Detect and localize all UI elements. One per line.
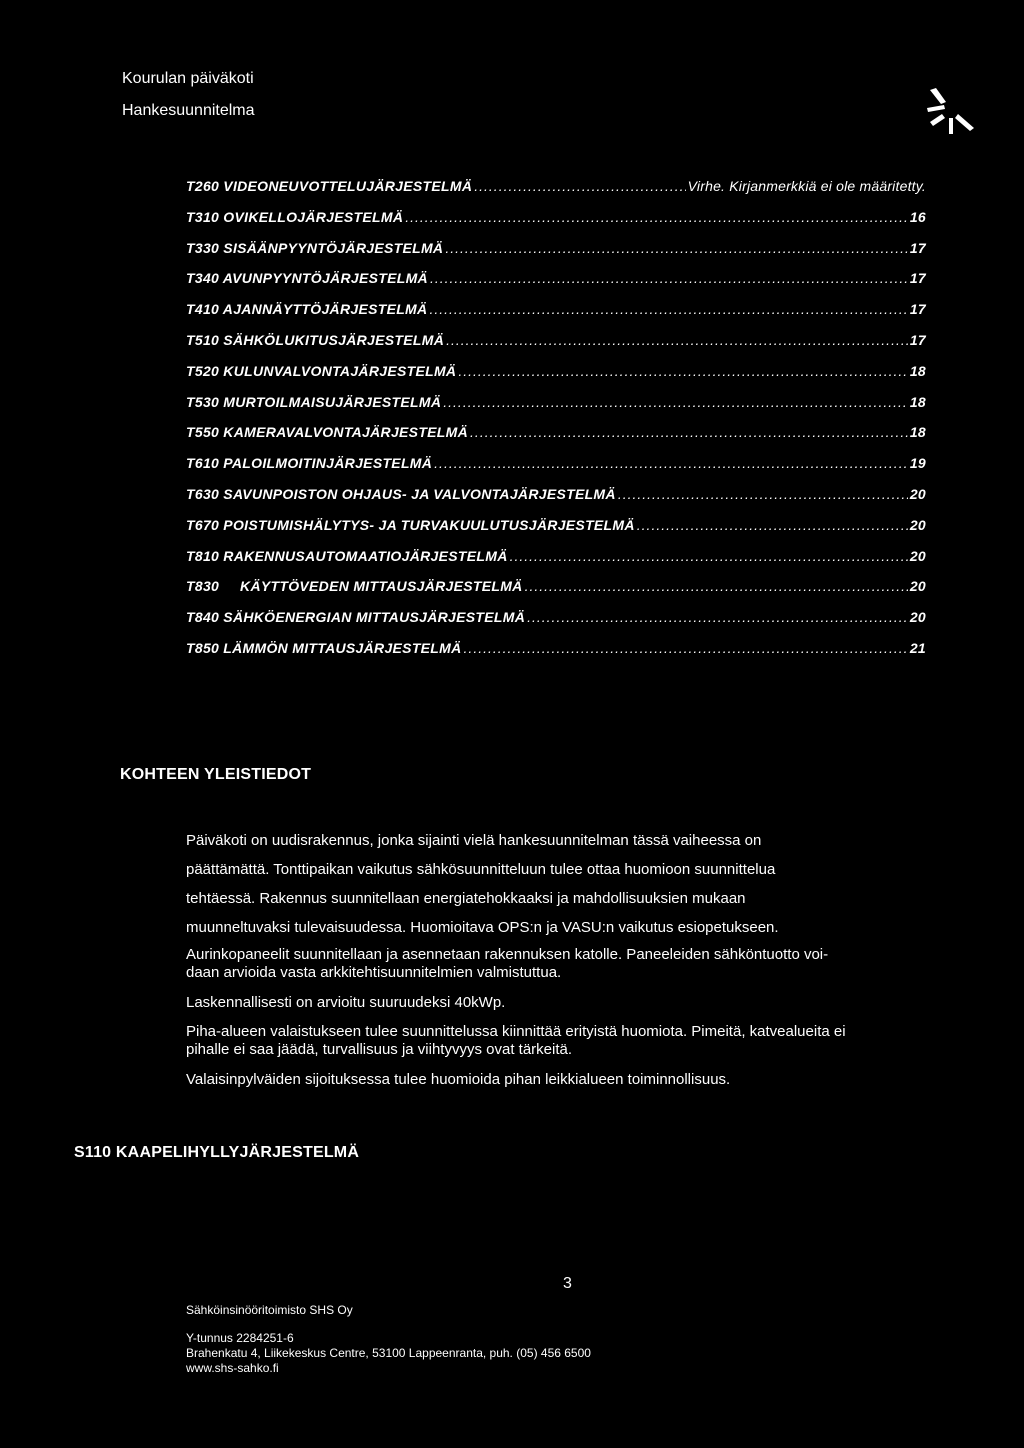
- table-of-contents: [186, 178, 926, 671]
- toc-leader-dots: [474, 178, 685, 194]
- toc-entry[interactable]: [186, 363, 926, 394]
- toc-entry[interactable]: [186, 209, 926, 240]
- toc-leader-dots: [446, 332, 908, 348]
- paragraph-line: tehtäessä. Rakennus suunnitellaan energiatehokkaaksi ja mahdollisuuksien mukaan: [186, 890, 746, 907]
- toc-entry-title: T310 OVIKELLOJÄRJESTELMÄ: [186, 208, 404, 225]
- toc-leader-dots: [525, 578, 908, 594]
- header-project-name: Kourulan päiväkoti: [122, 70, 254, 87]
- toc-entry[interactable]: [186, 548, 926, 579]
- section-body-general-info: [186, 826, 946, 1089]
- toc-entry-page: 20: [909, 547, 926, 564]
- toc-entry-title: T630 SAVUNPOISTON OHJAUS- JA VALVONTAJÄRJESTELMÄ: [186, 485, 616, 502]
- toc-entry-page: 17: [909, 239, 926, 256]
- footer-address: Brahenkatu 4, Liikekeskus Centre, 53100 Lappeenranta, puh. (05) 456 6500: [186, 1346, 591, 1360]
- section-heading-general-info: KOHTEEN YLEISTIEDOT: [120, 766, 312, 783]
- footer-business-id: Y-tunnus 2284251-6: [186, 1331, 294, 1345]
- toc-entry[interactable]: [186, 332, 926, 363]
- toc-entry[interactable]: [186, 270, 926, 301]
- toc-entry-page: Virhe. Kirjanmerkkiä ei ole määritetty.: [687, 178, 926, 194]
- toc-entry-page: 16: [909, 208, 926, 225]
- toc-entry[interactable]: [186, 424, 926, 455]
- toc-entry[interactable]: [186, 578, 926, 609]
- paragraph: Piha-alueen valaistukseen tulee suunnittelussa kiinnittää erityistä huomiota. Pimeitä, katvealueita ei pihalle ei saa jäädä, turvallisuus ja viihtyvyys ovat tärkeitä.: [186, 1023, 846, 1058]
- page-number: 3: [563, 1275, 572, 1292]
- paragraph: Valaisinpylväiden sijoituksessa tulee huomioida pihan leikkialueen toiminnollisuus.: [186, 1071, 731, 1088]
- toc-entry-title: T410 AJANNÄYTTÖJÄRJESTELMÄ: [186, 301, 428, 318]
- toc-leader-dots: [618, 486, 908, 502]
- paragraph-line: muunneltuvaksi tulevaisuudessa. Huomioitava OPS:n ja VASU:n vaikutus esiopetukseen.: [186, 919, 779, 936]
- toc-leader-dots: [430, 270, 908, 286]
- toc-entry-title: T830 KÄYTTÖVEDEN MITTAUSJÄRJESTELMÄ: [186, 578, 523, 595]
- toc-entry-title: T530 MURTOILMAISUJÄRJESTELMÄ: [186, 393, 442, 410]
- toc-leader-dots: [464, 640, 908, 656]
- toc-leader-dots: [470, 424, 908, 440]
- toc-entry[interactable]: [186, 486, 926, 517]
- toc-entry-page: 17: [909, 270, 926, 287]
- toc-entry[interactable]: [186, 240, 926, 271]
- toc-entry[interactable]: [186, 301, 926, 332]
- toc-leader-dots: [458, 363, 907, 379]
- toc-entry-title: T340 AVUNPYYNTÖJÄRJESTELMÄ: [186, 270, 428, 287]
- toc-entry-title: T260 VIDEONEUVOTTELUJÄRJESTELMÄ: [186, 178, 473, 194]
- toc-entry-page: 18: [909, 424, 926, 441]
- toc-entry-title: T330 SISÄÄNPYYNTÖJÄRJESTELMÄ: [186, 239, 444, 256]
- shs-burst-logo-icon: [922, 84, 984, 136]
- paragraph-line: päättämättä. Tonttipaikan vaikutus sähkösuunnitteluun tulee ottaa huomioon suunnittelua: [186, 861, 776, 878]
- paragraph-line: Päiväkoti on uudisrakennus, jonka sijainti vielä hankesuunnitelman tässä vaiheessa on: [186, 832, 762, 849]
- toc-entry-page: 20: [909, 485, 926, 502]
- toc-entry-title: T520 KULUNVALVONTAJÄRJESTELMÄ: [186, 362, 457, 379]
- toc-entry-title: T850 LÄMMÖN MITTAUSJÄRJESTELMÄ: [186, 639, 462, 656]
- toc-entry-page: 17: [909, 331, 926, 348]
- toc-entry[interactable]: [186, 455, 926, 486]
- toc-entry-page: 18: [909, 393, 926, 410]
- toc-entry[interactable]: [186, 517, 926, 548]
- toc-leader-dots: [510, 548, 908, 564]
- paragraph: Laskennallisesti on arvioitu suuruudeksi 40kWp.: [186, 994, 506, 1011]
- toc-leader-dots: [429, 301, 907, 317]
- toc-entry-title: T510 SÄHKÖLUKITUSJÄRJESTELMÄ: [186, 331, 445, 348]
- toc-entry-title: T550 KAMERAVALVONTAJÄRJESTELMÄ: [186, 424, 469, 441]
- toc-leader-dots: [405, 209, 908, 225]
- toc-entry-title: T810 RAKENNUSAUTOMAATIOJÄRJESTELMÄ: [186, 547, 508, 564]
- footer-company-name: Sähköinsinööritoimisto SHS Oy: [186, 1303, 353, 1317]
- toc-entry-page: 21: [909, 639, 926, 656]
- footer-website-link[interactable]: www.shs-sahko.fi: [186, 1361, 279, 1375]
- toc-leader-dots: [445, 240, 907, 256]
- footer-contact-block: [186, 1331, 591, 1376]
- toc-entry-title: T840 SÄHKÖENERGIAN MITTAUSJÄRJESTELMÄ: [186, 609, 526, 626]
- toc-entry-page: 18: [909, 362, 926, 379]
- header-document-title: Hankesuunnitelma: [122, 102, 255, 119]
- toc-entry[interactable]: [186, 178, 926, 209]
- toc-entry-page: 20: [909, 516, 926, 533]
- toc-entry[interactable]: [186, 609, 926, 640]
- toc-entry-page: 20: [909, 609, 926, 626]
- toc-entry-title: T610 PALOILMOITINJÄRJESTELMÄ: [186, 455, 433, 472]
- toc-entry[interactable]: [186, 640, 926, 671]
- toc-entry-page: 20: [909, 578, 926, 595]
- toc-entry-page: 17: [909, 301, 926, 318]
- toc-leader-dots: [637, 517, 908, 533]
- toc-entry-page: 19: [909, 455, 926, 472]
- toc-entry-title: T670 POISTUMISHÄLYTYS- JA TURVAKUULUTUSJÄRJESTELMÄ: [186, 516, 635, 533]
- section-heading-s110: S110 KAAPELIHYLLYJÄRJESTELMÄ: [74, 1144, 360, 1161]
- toc-leader-dots: [527, 609, 908, 625]
- toc-leader-dots: [434, 455, 908, 471]
- toc-entry[interactable]: [186, 394, 926, 425]
- paragraph: Aurinkopaneelit suunnitellaan ja asennetaan rakennuksen katolle. Paneeleiden sähköntuotto voi- daan arvioida vasta arkkitehtisuunnitelmien valmistuttua.: [186, 946, 829, 981]
- toc-leader-dots: [443, 394, 908, 410]
